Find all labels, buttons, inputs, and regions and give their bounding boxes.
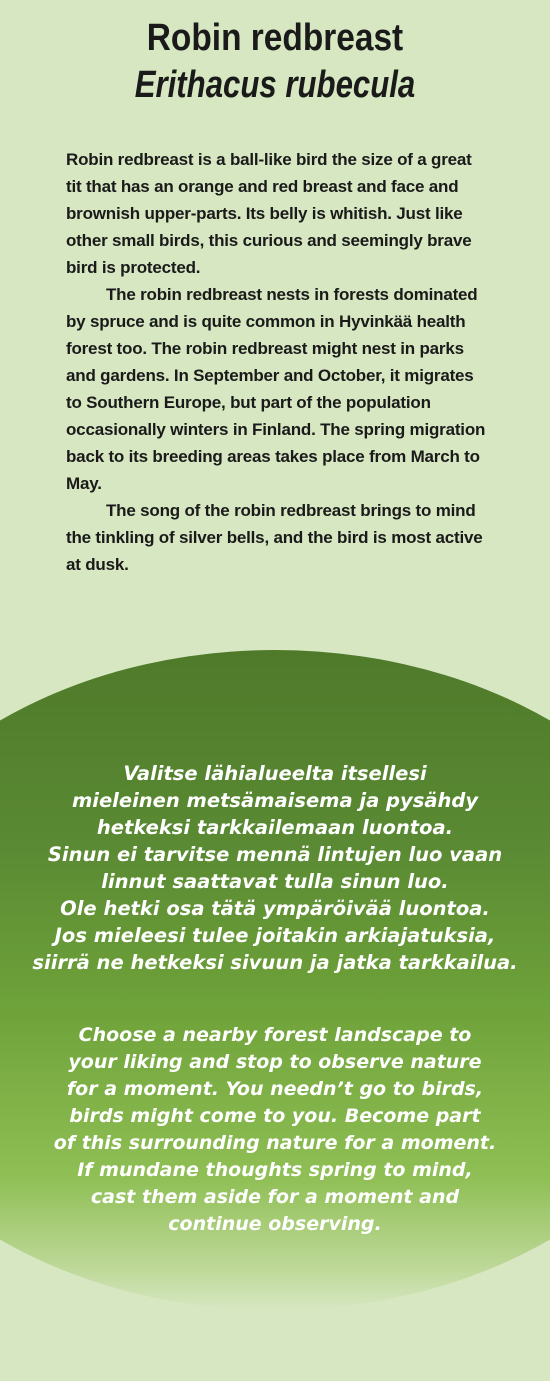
header [0,14,550,108]
description-paragraph: Robin redbreast is a ball-like bird the size of a great tit that has an orange and red breast and face and brownish upper-parts. Its belly is whitish. Just like other small birds, this curious and seemingly brave bird is protected. [66,150,472,277]
callout-line: siirrä ne hetkeksi sivuun ja jatka tarkkailua. [32,951,518,974]
description-paragraph: The robin redbreast nests in forests dominated by spruce and is quite common in Hyvinkää health forest too. The robin redbreast might nest in parks and gardens. In September and October, it migrates to Southern Europe, but part of the population occasionally winters in Finland. The spring migration back to its breeding areas takes place from March to May. [66,285,486,493]
page-title: Robin redbreast [146,17,404,59]
callout-line: If mundane thoughts spring to mind, [77,1159,473,1181]
callout-line: Ole hetki osa tätä ympäröivää luontoa. [60,897,490,920]
callout-line: continue observing. [168,1213,382,1235]
callout-english [0,1022,550,1238]
callout-line: for a moment. You needn’t go to birds, [66,1078,484,1100]
callout-line: Choose a nearby forest landscape to [78,1024,472,1046]
callout-line: cast them aside for a moment and [90,1186,460,1208]
description-paragraph: The song of the robin redbreast brings to mind the tinkling of silver bells, and the bird is most active at dusk. [66,501,483,574]
callout-line: Sinun ei tarvitse mennä lintujen luo vaan [47,843,503,866]
callout-line: your liking and stop to observe nature [68,1051,482,1073]
callout-line: linnut saattavat tulla sinun luo. [101,870,449,893]
callout-line: Jos mieleesi tulee joitakin arkiajatuksia, [54,924,496,947]
callout-line: of this surrounding nature for a moment. [53,1132,497,1154]
description [66,146,486,578]
callout-finnish [0,760,550,976]
latin-name: Erithacus rubecula [134,64,416,106]
callout-line: hetkeksi tarkkailemaan luontoa. [96,816,454,839]
callout-line: mieleinen metsämaisema ja pysähdy [71,789,479,812]
callout-line: birds might come to you. Become part [69,1105,481,1127]
callout-line: Valitse lähialueelta itsellesi [123,762,427,785]
